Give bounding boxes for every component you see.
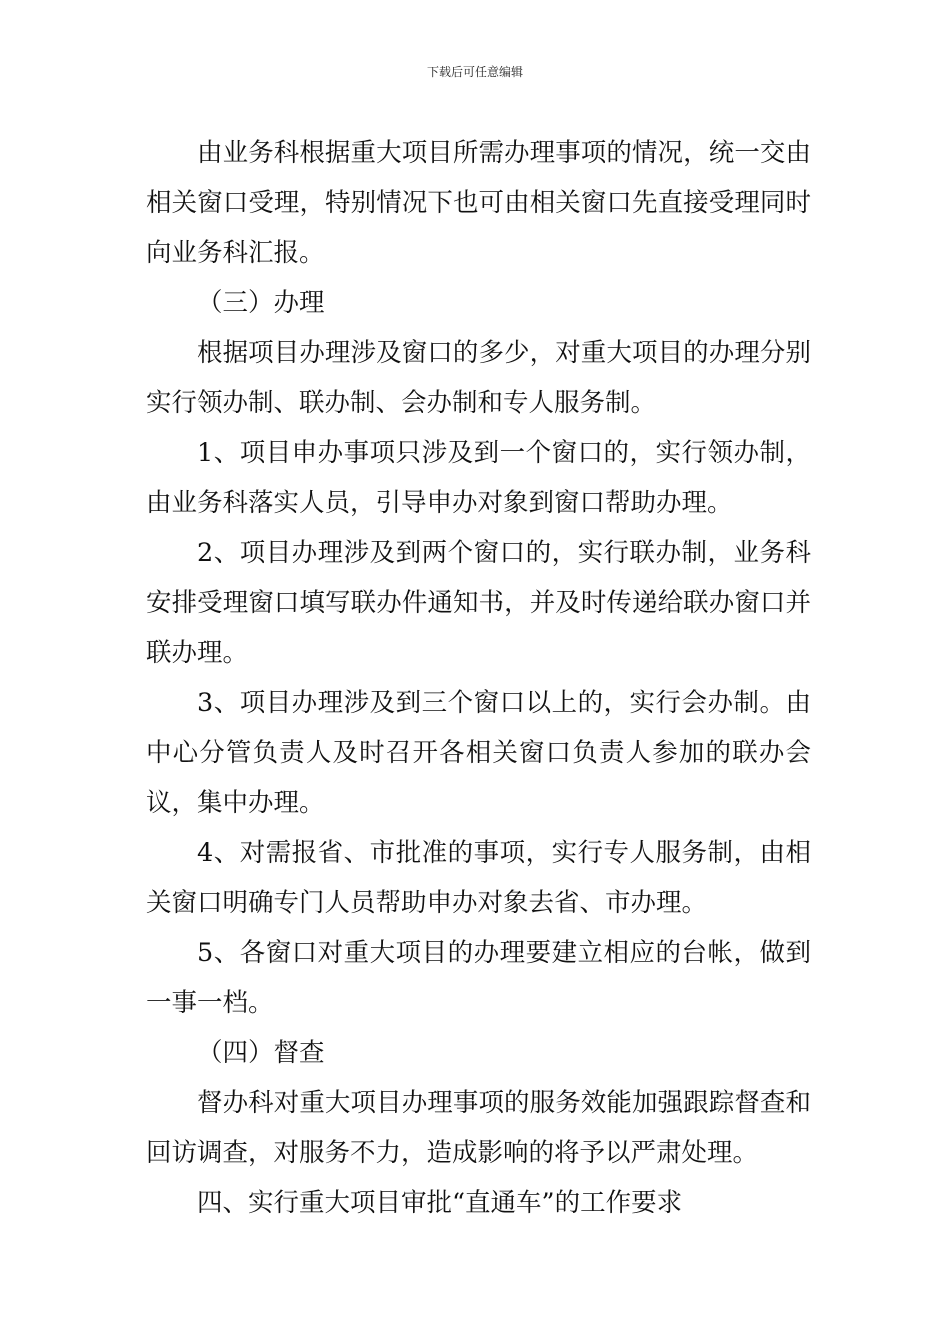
list-item-1: 1、项目申办事项只涉及到一个窗口的，实行领办制，由业务科落实人员，引导申办对象到窗口帮助办理。 xyxy=(146,438,811,518)
list-item-5: 5、各窗口对重大项目的办理要建立相应的台帐，做到一事一档。 xyxy=(146,938,811,1018)
chapter-heading-4: 四、实行重大项目审批“直通车”的工作要求 xyxy=(197,1188,683,1218)
list-item-2: 2、项目办理涉及到两个窗口的，实行联办制，业务科安排受理窗口填写联办件通知书，并及时传递给联办窗口并联办理。 xyxy=(146,538,811,668)
list-item-3: 3、项目办理涉及到三个窗口以上的，实行会办制。由中心分管负责人及时召开各相关窗口负责人参加的联办会议，集中办理。 xyxy=(146,688,811,818)
paragraph-3: 督办科对重大项目办理事项的服务效能加强跟踪督查和回访调查，对服务不力，造成影响的将予以严肃处理。 xyxy=(146,1088,811,1168)
paragraph-2: 根据项目办理涉及窗口的多少，对重大项目的办理分别实行领办制、联办制、会办制和专人服务制。 xyxy=(146,338,811,418)
paragraph-1: 由业务科根据重大项目所需办理事项的情况，统一交由相关窗口受理，特别情况下也可由相关窗口先直接受理同时向业务科汇报。 xyxy=(146,138,811,268)
page-header: 下载后可任意编辑 xyxy=(426,65,523,79)
section-heading-4: （四）督查 xyxy=(197,1038,325,1068)
section-heading-3: （三）办理 xyxy=(197,288,325,318)
list-item-4: 4、对需报省、市批准的事项，实行专人服务制，由相关窗口明确专门人员帮助申办对象去省、市办理。 xyxy=(146,838,811,918)
document-body xyxy=(146,128,811,1228)
